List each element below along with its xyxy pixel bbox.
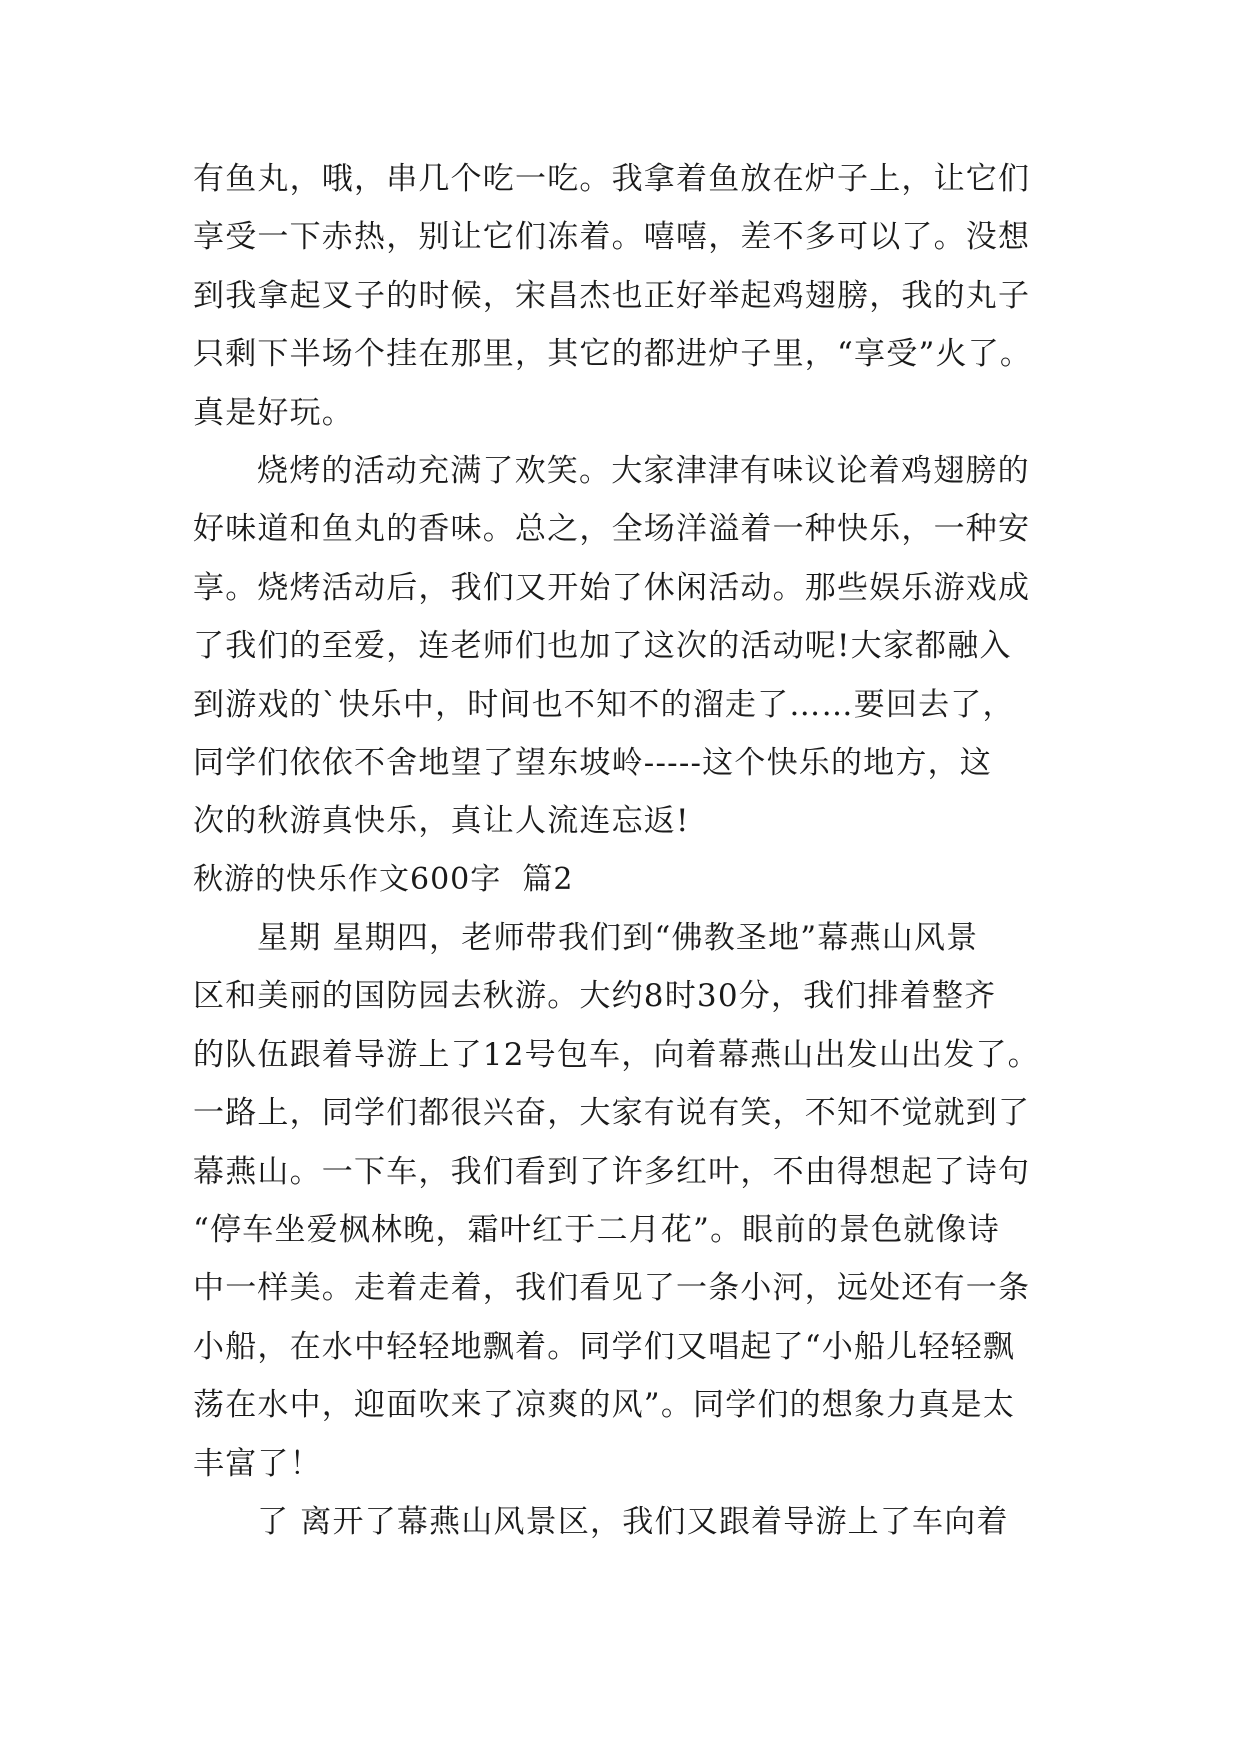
document-body	[193, 150, 1093, 1551]
text-line: 的队伍跟着导游上了12号包车，向着幕燕山出发山出发了。	[193, 1036, 1040, 1073]
text-line: 了 离开了幕燕山风景区，我们又跟着导游上了车向着	[257, 1503, 1009, 1540]
text-line: 真是好玩。	[193, 394, 354, 431]
text-line: 次的秋游真快乐，真让人流连忘返!	[193, 803, 690, 840]
text-line: 一路上，同学们都很兴奋，大家有说有笑，不知不觉就到了	[193, 1095, 1031, 1132]
text-line: 享受一下赤热，别让它们冻着。嘻嘻，差不多可以了。没想	[193, 219, 1031, 256]
section-heading: 秋游的快乐作文600字 篇2	[193, 861, 574, 897]
text-line: “停车坐爱枫林晚，霜叶红于二月花”。眼前的景色就像诗	[193, 1212, 1000, 1249]
text-line: 烧烤的活动充满了欢笑。大家津津有味议论着鸡翅膀的	[257, 452, 1030, 489]
text-line: 小船，在水中轻轻地飘着。同学们又唱起了“小船儿轻轻飘	[193, 1328, 1016, 1365]
text-line: 星期 星期四，老师带我们到“佛教圣地”幕燕山风景	[257, 920, 979, 957]
text-line: 只剩下半场个挂在那里，其它的都进炉子里，“享受”火了。	[193, 336, 1033, 373]
text-line: 有鱼丸，哦，串几个吃一吃。我拿着鱼放在炉子上，让它们	[193, 161, 1031, 197]
text-line: 到游戏的`快乐中，时间也不知不的溜走了……要回去了，	[193, 686, 1015, 723]
text-line: 享。烧烤活动后，我们又开始了休闲活动。那些娱乐游戏成	[193, 569, 1031, 606]
text-line: 荡在水中，迎面吹来了凉爽的风”。同学们的想象力真是太	[193, 1387, 1016, 1424]
text-line: 幕燕山。一下车，我们看到了许多红叶，不由得想起了诗句	[193, 1153, 1031, 1190]
text-line: 同学们依依不舍地望了望东坡岭-----这个快乐的地方，这	[193, 744, 992, 781]
text-line: 好味道和鱼丸的香味。总之，全场洋溢着一种快乐，一种安	[193, 511, 1031, 548]
text-line: 到我拿起叉子的时候，宋昌杰也正好举起鸡翅膀，我的丸子	[193, 277, 1031, 314]
text-line: 丰富了！	[193, 1445, 322, 1482]
text-line: 区和美丽的国防园去秋游。大约8时30分，我们排着整齐	[193, 978, 997, 1015]
text-line: 了我们的至爱，连老师们也加了这次的活动呢!大家都融入	[193, 628, 1012, 665]
text-line: 中一样美。走着走着，我们看见了一条小河，远处还有一条	[193, 1270, 1031, 1307]
